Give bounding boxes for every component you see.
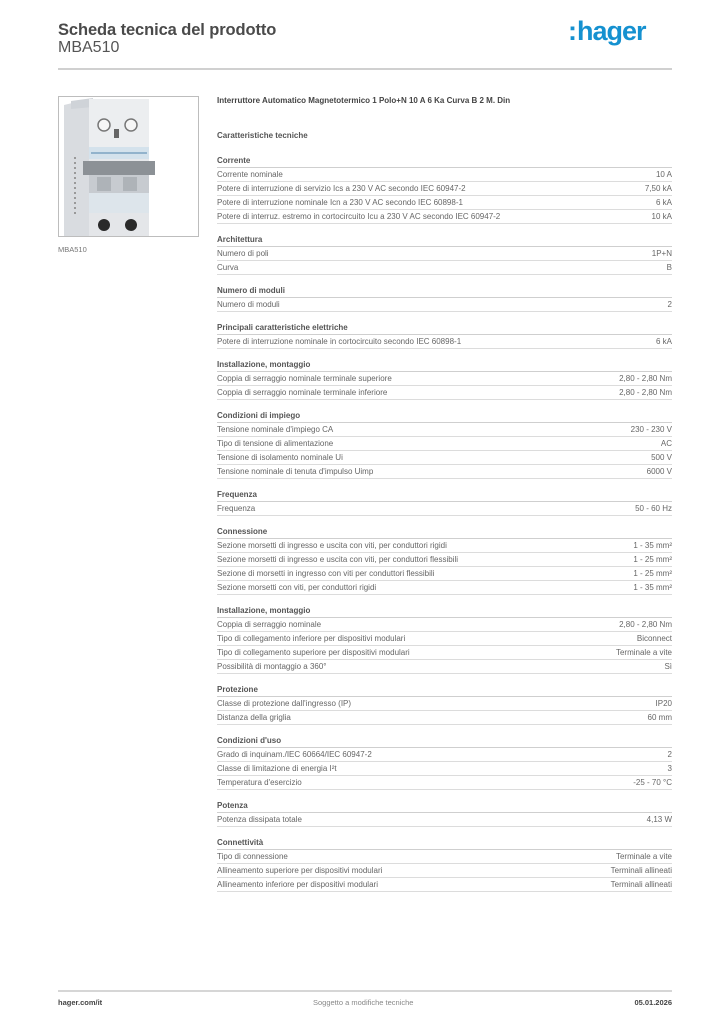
spec-row <box>217 168 672 182</box>
spec-label: Classe di limitazione di energia I²t <box>217 764 337 773</box>
spec-row <box>217 632 672 646</box>
spec-section <box>217 284 672 312</box>
spec-label: Tensione di isolamento nominale Ui <box>217 453 343 462</box>
spec-label: Allineamento superiore per dispositivi modulari <box>217 866 383 875</box>
spec-row <box>217 465 672 479</box>
spec-label: Tipo di collegamento superiore per dispositivi modulari <box>217 648 410 657</box>
spec-label: Classe di protezione dall'ingresso (IP) <box>217 699 352 708</box>
spec-label: Coppia di serraggio nominale terminale superiore <box>217 374 392 383</box>
spec-label: Tipo di collegamento inferiore per dispositivi modulari <box>217 634 406 643</box>
spec-value: Terminali allineati <box>610 880 672 889</box>
footer-date: 05.01.2026 <box>634 998 672 1007</box>
spec-row <box>217 261 672 275</box>
spec-row <box>217 335 672 349</box>
spec-label: Temperatura d'esercizio <box>217 778 302 787</box>
spec-row <box>217 850 672 864</box>
spec-label: Numero di moduli <box>217 300 280 309</box>
spec-section <box>217 409 672 479</box>
spec-value: 1 - 35 mm² <box>633 583 672 592</box>
spec-label: Tipo di tensione di alimentazione <box>217 439 334 448</box>
spec-label: Potere di interruz. estremo in cortocircuito Icu a 230 V AC secondo IEC 60947-2 <box>217 212 501 221</box>
footer-website-link[interactable]: hager.com/it <box>58 998 103 1007</box>
spec-label: Sezione morsetti di ingresso e uscita con viti, per conduttori rigidi <box>217 541 447 550</box>
spec-section <box>217 233 672 275</box>
spec-label: Sezione di morsetti in ingresso con viti per conduttori flessibili <box>217 569 435 578</box>
spec-row <box>217 298 672 312</box>
spec-label: Grado di inquinam./IEC 60664/IEC 60947-2 <box>217 750 372 759</box>
spec-row <box>217 210 672 224</box>
logo-colon-icon: : <box>568 16 576 46</box>
footer-divider <box>58 990 672 992</box>
footer-notice: Soggetto a modifiche tecniche <box>313 998 414 1007</box>
spec-label: Curva <box>217 263 239 272</box>
circuit-breaker-icon <box>59 97 199 237</box>
spec-row <box>217 567 672 581</box>
spec-value: 10 kA <box>651 212 672 221</box>
spec-row <box>217 553 672 567</box>
spec-label: Sezione morsetti con viti, per conduttori rigidi <box>217 583 377 592</box>
spec-section <box>217 683 672 725</box>
spec-value: Terminali allineati <box>610 866 672 875</box>
spec-label: Tipo di connessione <box>217 852 288 861</box>
spec-value: IP20 <box>655 699 672 708</box>
section-title: Installazione, montaggio <box>217 358 672 372</box>
spec-row <box>217 864 672 878</box>
spec-row <box>217 813 672 827</box>
spec-section <box>217 836 672 892</box>
spec-value: 2 <box>667 750 672 759</box>
spec-row <box>217 539 672 553</box>
spec-value: 50 - 60 Hz <box>635 504 672 513</box>
spec-section <box>217 604 672 674</box>
spec-label: Potere di interruzione di servizio Ics a 230 V AC secondo IEC 60947-2 <box>217 184 466 193</box>
spec-value: 2,80 - 2,80 Nm <box>619 374 672 383</box>
spec-row <box>217 581 672 595</box>
section-title: Condizioni d'uso <box>217 734 672 748</box>
spec-label: Distanza della griglia <box>217 713 291 722</box>
spec-value: 2,80 - 2,80 Nm <box>619 620 672 629</box>
spec-label: Tensione nominale d'impiego CA <box>217 425 334 434</box>
spec-value: 6 kA <box>655 198 672 207</box>
spec-value: 6000 V <box>646 467 672 476</box>
spec-row <box>217 372 672 386</box>
spec-row <box>217 618 672 632</box>
spec-value: 1 - 35 mm² <box>633 541 672 550</box>
spec-label: Coppia di serraggio nominale terminale inferiore <box>217 388 388 397</box>
spec-value: Terminale a vite <box>615 648 672 657</box>
spec-value: 1 - 25 mm² <box>633 569 672 578</box>
spec-label: Potere di interruzione nominale in cortocircuito secondo IEC 60898-1 <box>217 337 462 346</box>
spec-section <box>217 799 672 827</box>
spec-value: 1P+N <box>651 249 672 258</box>
spec-section <box>217 525 672 595</box>
product-image-caption: MBA510 <box>58 245 87 254</box>
spec-value: 10 A <box>655 170 672 179</box>
spec-row <box>217 660 672 674</box>
spec-value: 230 - 230 V <box>630 425 672 434</box>
section-title: Corrente <box>217 154 672 168</box>
section-title: Potenza <box>217 799 672 813</box>
spec-section <box>217 321 672 349</box>
spec-row <box>217 711 672 725</box>
hager-logo <box>568 16 646 47</box>
spec-row <box>217 878 672 892</box>
spec-section <box>217 358 672 400</box>
section-title: Numero di moduli <box>217 284 672 298</box>
spec-value: AC <box>660 439 672 448</box>
section-title: Architettura <box>217 233 672 247</box>
spec-row <box>217 748 672 762</box>
section-title: Connettività <box>217 836 672 850</box>
spec-row <box>217 437 672 451</box>
spec-value: 60 mm <box>647 713 672 722</box>
product-image <box>58 96 199 237</box>
spec-row <box>217 247 672 261</box>
spec-value: 3 <box>667 764 672 773</box>
spec-value: 2,80 - 2,80 Nm <box>619 388 672 397</box>
spec-row <box>217 646 672 660</box>
section-title: Frequenza <box>217 488 672 502</box>
section-title: Protezione <box>217 683 672 697</box>
spec-label: Tensione nominale di tenuta d'impulso Uimp <box>217 467 374 476</box>
spec-value: 1 - 25 mm² <box>633 555 672 564</box>
spec-row <box>217 386 672 400</box>
header-divider <box>58 68 672 70</box>
spec-row <box>217 776 672 790</box>
spec-value: B <box>666 263 672 272</box>
product-code: MBA510 <box>58 39 120 56</box>
spec-row <box>217 196 672 210</box>
spec-value: 6 kA <box>655 337 672 346</box>
spec-label: Possibilità di montaggio a 360° <box>217 662 327 671</box>
spec-row <box>217 697 672 711</box>
spec-label: Sezione morsetti di ingresso e uscita con viti, per conduttori flessibili <box>217 555 458 564</box>
spec-label: Potere di interruzione nominale Icn a 230 V AC secondo IEC 60898-1 <box>217 198 463 207</box>
page-title: Scheda tecnica del prodotto <box>58 21 277 39</box>
section-title: Condizioni di impiego <box>217 409 672 423</box>
spec-value: 500 V <box>651 453 672 462</box>
spec-label: Corrente nominale <box>217 170 283 179</box>
spec-label: Allineamento inferiore per dispositivi modulari <box>217 880 378 889</box>
spec-section <box>217 734 672 790</box>
section-title: Connessione <box>217 525 672 539</box>
spec-row <box>217 423 672 437</box>
spec-value: Biconnect <box>636 634 672 643</box>
spec-value: Terminale a vite <box>615 852 672 861</box>
spec-row <box>217 182 672 196</box>
product-description: Interruttore Automatico Magnetotermico 1 Polo+N 10 A 6 Ka Curva B 2 M. Din <box>217 96 511 105</box>
spec-value: 2 <box>667 300 672 309</box>
spec-label: Coppia di serraggio nominale <box>217 620 322 629</box>
spec-section <box>217 154 672 224</box>
spec-value: -25 - 70 °C <box>633 778 672 787</box>
spec-row <box>217 502 672 516</box>
spec-value: 4,13 W <box>646 815 672 824</box>
section-title: Installazione, montaggio <box>217 604 672 618</box>
spec-value: 7,50 kA <box>644 184 672 193</box>
logo-text: hager <box>577 16 646 46</box>
spec-label: Potenza dissipata totale <box>217 815 302 824</box>
spec-label: Numero di poli <box>217 249 269 258</box>
spec-label: Frequenza <box>217 504 256 513</box>
spec-value: Sì <box>664 662 672 671</box>
specs-title: Caratteristiche tecniche <box>217 131 308 140</box>
spec-row <box>217 762 672 776</box>
spec-section <box>217 488 672 516</box>
specs-table <box>217 154 672 901</box>
section-title: Principali caratteristiche elettriche <box>217 321 672 335</box>
spec-row <box>217 451 672 465</box>
